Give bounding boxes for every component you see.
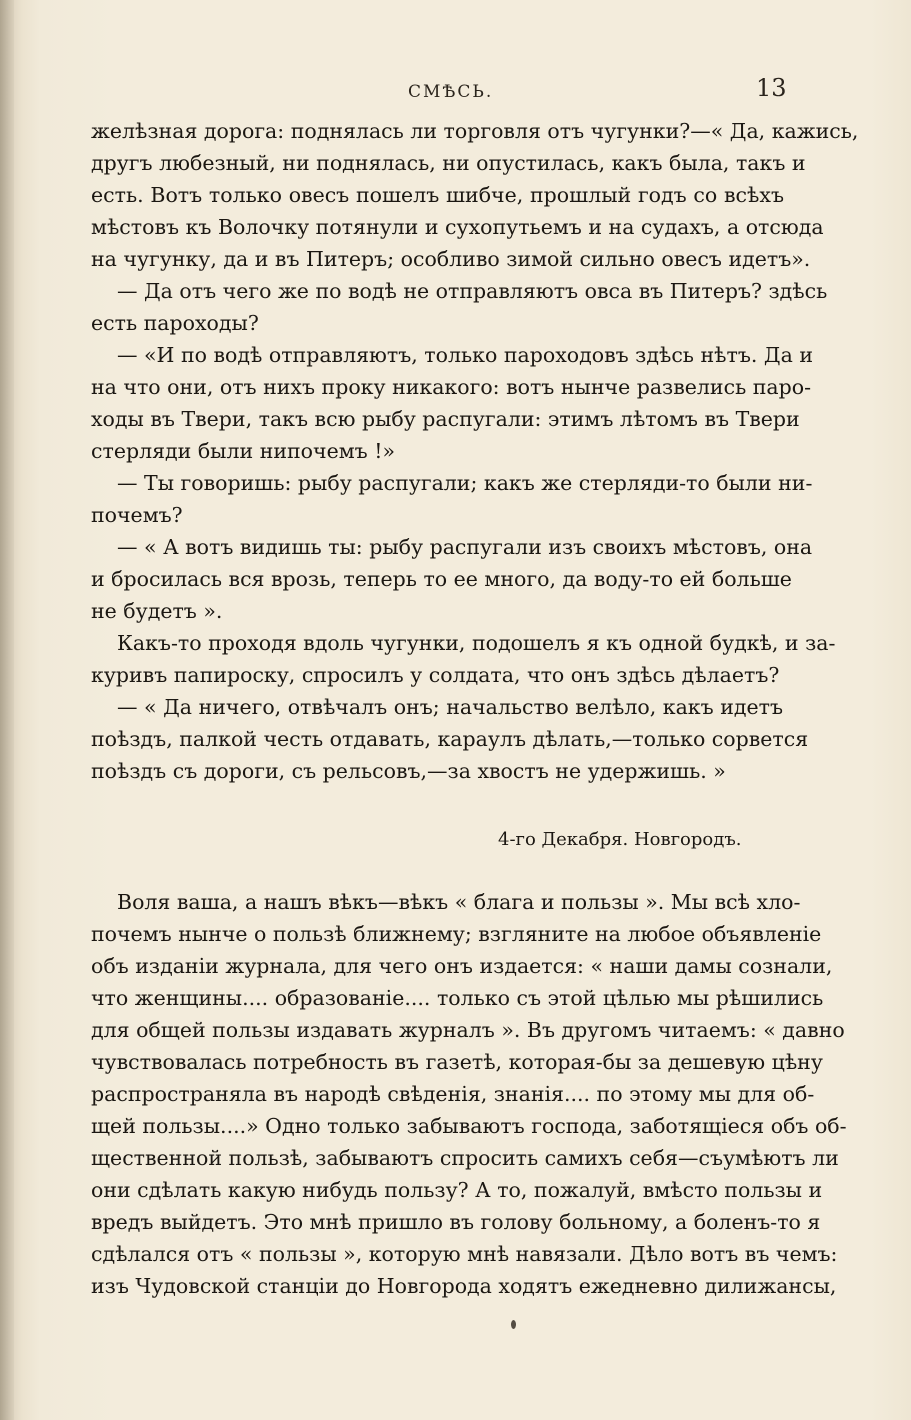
text-line: — «И по водѣ отправляютъ, только пароходовъ здѣсь нѣтъ. Да и (117, 343, 813, 367)
text-line: щественной пользѣ, забываютъ спросить самихъ себя—съумѣютъ ли (91, 1146, 839, 1170)
text-line: куривъ папироску, спросилъ у солдата, что онъ здѣсь дѣлаетъ? (91, 663, 780, 687)
text-line: поѣздъ, палкой честь отдавать, караулъ дѣлать,—только сорвется (91, 727, 809, 751)
text-line: ходы въ Твери, такъ всю рыбу распугали: этимъ лѣтомъ въ Твери (91, 407, 800, 431)
text-line: есть пароходы? (91, 311, 259, 335)
text-line: мѣстовъ къ Волочку потянули и сухопутьемъ и на судахъ, а отсюда (91, 215, 824, 239)
text-line: щей пользы....» Одно только забываютъ господа, заботящіеся объ об- (91, 1114, 847, 1138)
text-line: Воля ваша, а нашъ вѣкъ—вѣкъ « блага и пользы ». Мы всѣ хло- (117, 890, 801, 914)
text-line: почемъ нынче о пользѣ ближнему; взгляните на любое объявленіе (91, 922, 822, 946)
text-line: — « Да ничего, отвѣчалъ онъ; начальство велѣло, какъ идетъ (117, 695, 783, 719)
page-gutter-shadow (0, 0, 14, 1420)
text-line: стерляди были нипочемъ !» (91, 439, 395, 463)
text-line: — Ты говоришь: рыбу распугали; какъ же стерляди-то были ни- (117, 471, 813, 495)
text-line: и бросилась вся врозь, теперь то ее много, да воду-то ей больше (91, 567, 792, 591)
page-number: 13 (756, 74, 787, 102)
text-line: на чугунку, да и въ Питеръ; особливо зимой сильно овесъ идетъ». (91, 247, 811, 271)
text-line: — Да отъ чего же по водѣ не отправляютъ овса въ Питеръ? здѣсь (117, 279, 828, 303)
text-line: распространяла въ народѣ свѣденія, знанія.... по этому мы для об- (91, 1082, 815, 1106)
text-line: есть. Вотъ только овесъ пошелъ шибче, прошлый годъ со всѣхъ (91, 183, 784, 207)
text-line: сдѣлался отъ « пользы », которую мнѣ навязали. Дѣло вотъ въ чемъ: (91, 1242, 838, 1266)
signature-date-place: 4-го Декабря. Новгородъ. (498, 829, 742, 850)
text-line: Какъ-то проходя вдоль чугунки, подошелъ я къ одной будкѣ, и за- (117, 631, 836, 655)
text-line: они сдѣлать какую нибудь пользу? А то, пожалуй, вмѣсто пользы и (91, 1178, 823, 1202)
text-line: на что они, отъ нихъ проку никакого: вотъ нынче развелись паро- (91, 375, 812, 399)
text-line: объ изданіи журнала, для чего онъ издается: « наши дамы сознали, (91, 954, 833, 978)
text-line: изъ Чудовской станціи до Новгорода ходятъ ежедневно дилижансы, (91, 1274, 837, 1298)
text-line: не будетъ ». (91, 599, 223, 623)
text-line: другъ любезный, ни поднялась, ни опустилась, какъ была, такъ и (91, 151, 806, 175)
text-line: почемъ? (91, 503, 183, 527)
text-line: поѣздъ съ дороги, съ рельсовъ,—за хвостъ не удержишь. » (91, 759, 726, 783)
text-line: для общей пользы издавать журналъ ». Въ другомъ читаемъ: « давно (91, 1018, 845, 1042)
text-line: желѣзная дорога: поднялась ли торговля отъ чугунки?—« Да, кажись, (91, 119, 859, 143)
text-line: что женщины.... образованіе.... только съ этой цѣлью мы рѣшились (91, 986, 824, 1010)
text-line: чувствовалась потребность въ газетѣ, которая-бы за дешевую цѣну (91, 1050, 823, 1074)
text-line: — « А вотъ видишь ты: рыбу распугали изъ своихъ мѣстовъ, она (117, 535, 813, 559)
ink-dot (511, 1320, 516, 1329)
text-line: вредъ выйдетъ. Это мнѣ пришло въ голову больному, а боленъ-то я (91, 1210, 821, 1234)
running-title: СМѢСЬ. (408, 82, 494, 102)
